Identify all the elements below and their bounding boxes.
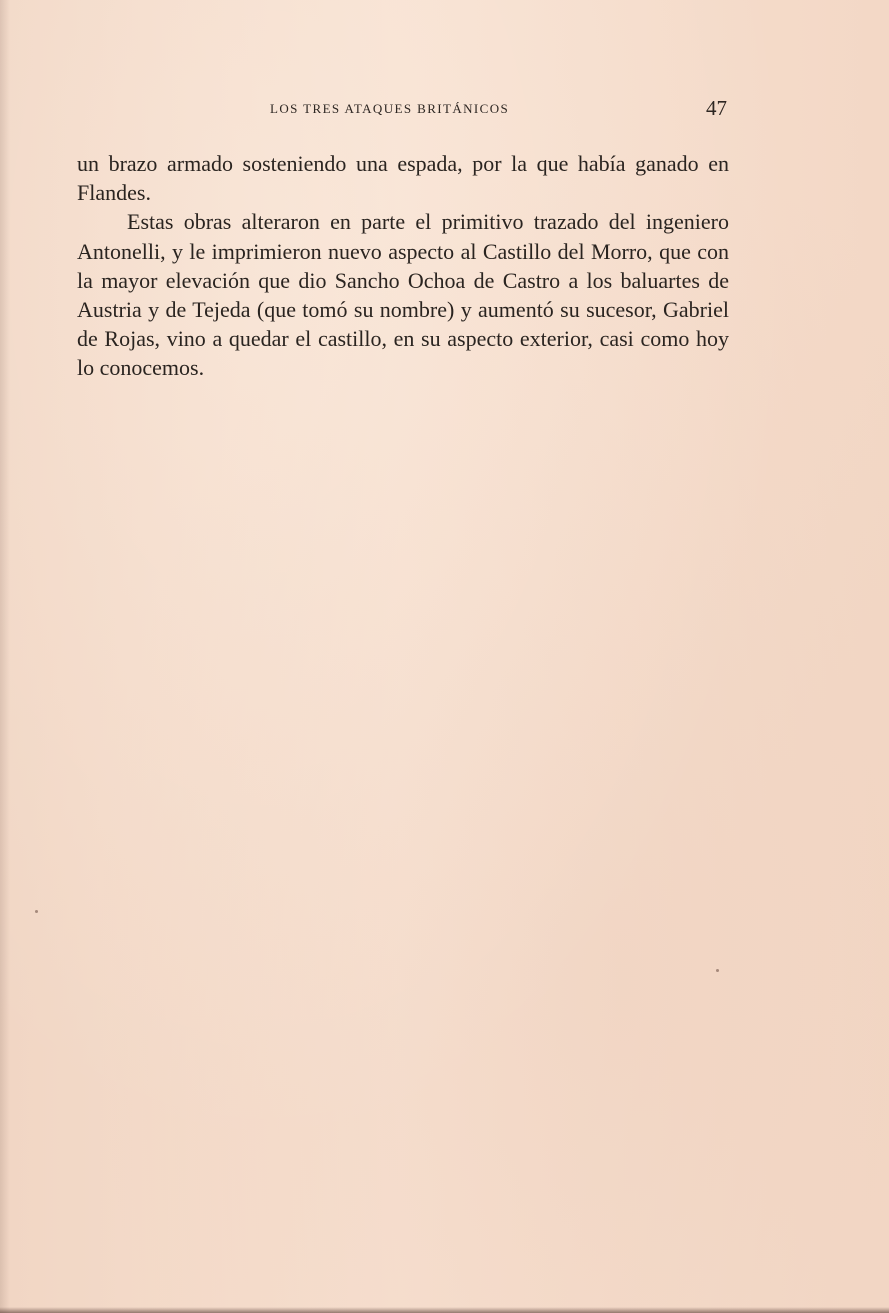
page-bottom-edge [0, 1307, 889, 1313]
paragraph-2: Estas obras alteraron en parte el primitivo trazado del ingeniero Antonelli, y le imprimieron nuevo aspecto al Castillo del Morro, que con la mayor elevación que dio Sancho Ochoa de Castro a los baluartes de Austria y de Tejeda (que tomó su nombre) y aumentó su sucesor, Gabriel de Rojas, vino a quedar el castillo, en su aspecto exterior, casi como hoy lo conocemos. [77, 209, 729, 381]
page-number: 47 [706, 96, 727, 120]
paragraph-1: un brazo armado sosteniendo una espada, por la que había ganado en Flandes. [77, 151, 729, 206]
gutter-shadow [0, 0, 10, 1313]
body-text [77, 149, 729, 383]
paper-speck [716, 969, 719, 972]
paper-speck [35, 910, 38, 913]
running-head: LOS TRES ATAQUES BRITÁNICOS [270, 101, 510, 116]
